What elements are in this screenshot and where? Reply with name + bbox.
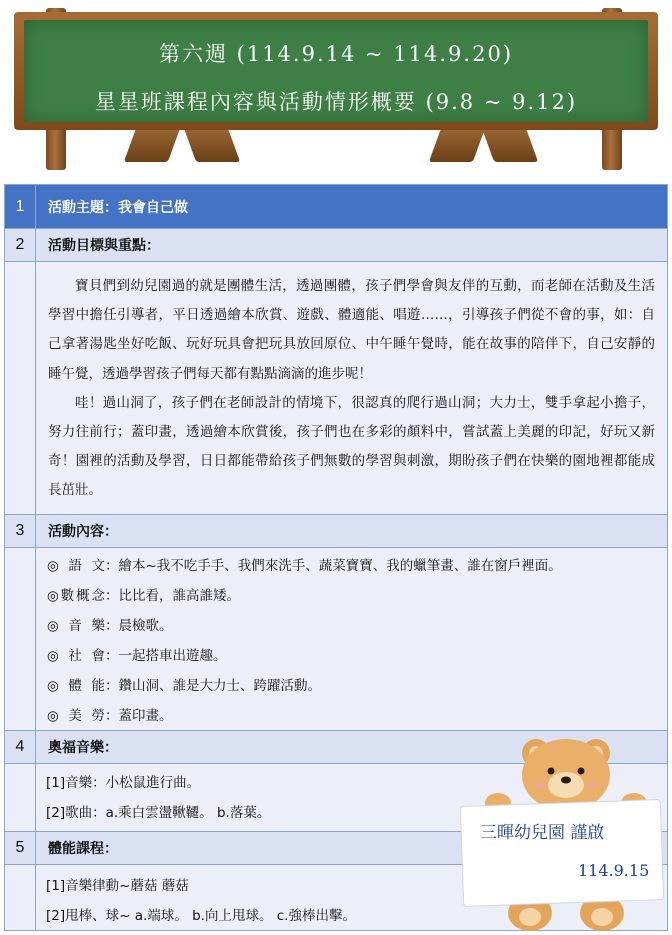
pe-item: [1]音樂律動~蘑菇 蘑菇 (46, 878, 189, 894)
activity-item: ◎美勞：蓋印畫。 (47, 708, 173, 724)
goals-paragraph: 寶貝們到幼兒園過的就是團體生活，透過團體，孩子們學會與友伴的互動，而老師在活動及生活學習中擔任引導者，平日透過繪本欣賞、遊戲、體適能、唱遊……，引導孩子們從不會的事，如：自己拿著湯匙坐好吃飯、玩好玩具會把玩具放回原位、中午睡午覺時，能在故事的陪伴下，自己安靜的睡午覺，透過學習孩子們每天都有點點滴滴的進步呢！ (48, 278, 655, 382)
activity-item: ◎體能：鑽山洞、誰是大力士、跨躍活動。 (47, 678, 321, 694)
section-heading: 活動主題：我會自己做 (48, 199, 188, 216)
orff-item: [2]歌曲：a.乘白雲盪鞦韆。 b.落葉。 (46, 805, 271, 821)
section-number: 1 (5, 185, 36, 228)
section-heading: 奧福音樂： (48, 740, 118, 756)
activity-item: ◎社會：一起搭車出遊趣。 (47, 648, 227, 664)
chalkboard-banner (0, 0, 672, 172)
section-row-theme (5, 185, 667, 228)
board-leg (429, 128, 485, 162)
section-heading: 活動目標與重點： (48, 238, 160, 254)
week-title: 第六週 (114.9.14 ~ 114.9.20) (158, 42, 514, 66)
section-number: 5 (5, 832, 36, 864)
section-number: 2 (5, 229, 36, 261)
class-summary-title: 星星班課程內容與活動情形概要 (9.8 ~ 9.12) (94, 90, 578, 114)
pe-item: [2]甩棒、球~ a.端球。 b.向上甩球。 c.強棒出擊。 (46, 908, 356, 924)
board-leg (184, 128, 240, 162)
bear-sign-illustration (458, 735, 672, 935)
section-heading: 體能課程： (48, 841, 118, 857)
activity-item: ◎音樂：晨檢歌。 (47, 618, 173, 634)
section-row-goals (5, 228, 667, 261)
school-signature: 三暉幼兒園 謹啟 (480, 823, 605, 843)
board-leg (482, 128, 538, 162)
board-leg (124, 128, 180, 162)
orff-item: [1]音樂：小松鼠進行曲。 (46, 775, 201, 791)
goals-body (5, 261, 667, 514)
sign-board (460, 800, 663, 907)
section-number: 3 (5, 515, 36, 547)
sign-date: 114.9.15 (578, 861, 650, 880)
section-heading: 活動內容： (48, 524, 118, 540)
activity-item: ◎數概念：比比看，誰高誰矮。 (47, 588, 240, 604)
activity-item: ◎語文：繪本~我不吃手手、我們來洗手、蔬菜寶寶、我的蠟筆畫、誰在窗戶裡面。 (47, 558, 562, 574)
section-row-activities (5, 514, 667, 547)
activities-body (5, 547, 667, 730)
section-number: 4 (5, 731, 36, 763)
goals-paragraph: 哇！過山洞了，孩子們在老師設計的情境下，很認真的爬行過山洞；大力士，雙手拿起小擔子，努力往前行；蓋印畫，透過繪本欣賞後，孩子們也在多彩的顏料中，嘗試蓋上美麗的印記，好玩又新奇！園裡的活動及學習，日日都能帶給孩子們無數的學習與刺激，期盼孩子們在快樂的園地裡都能成長茁壯。 (48, 394, 655, 499)
